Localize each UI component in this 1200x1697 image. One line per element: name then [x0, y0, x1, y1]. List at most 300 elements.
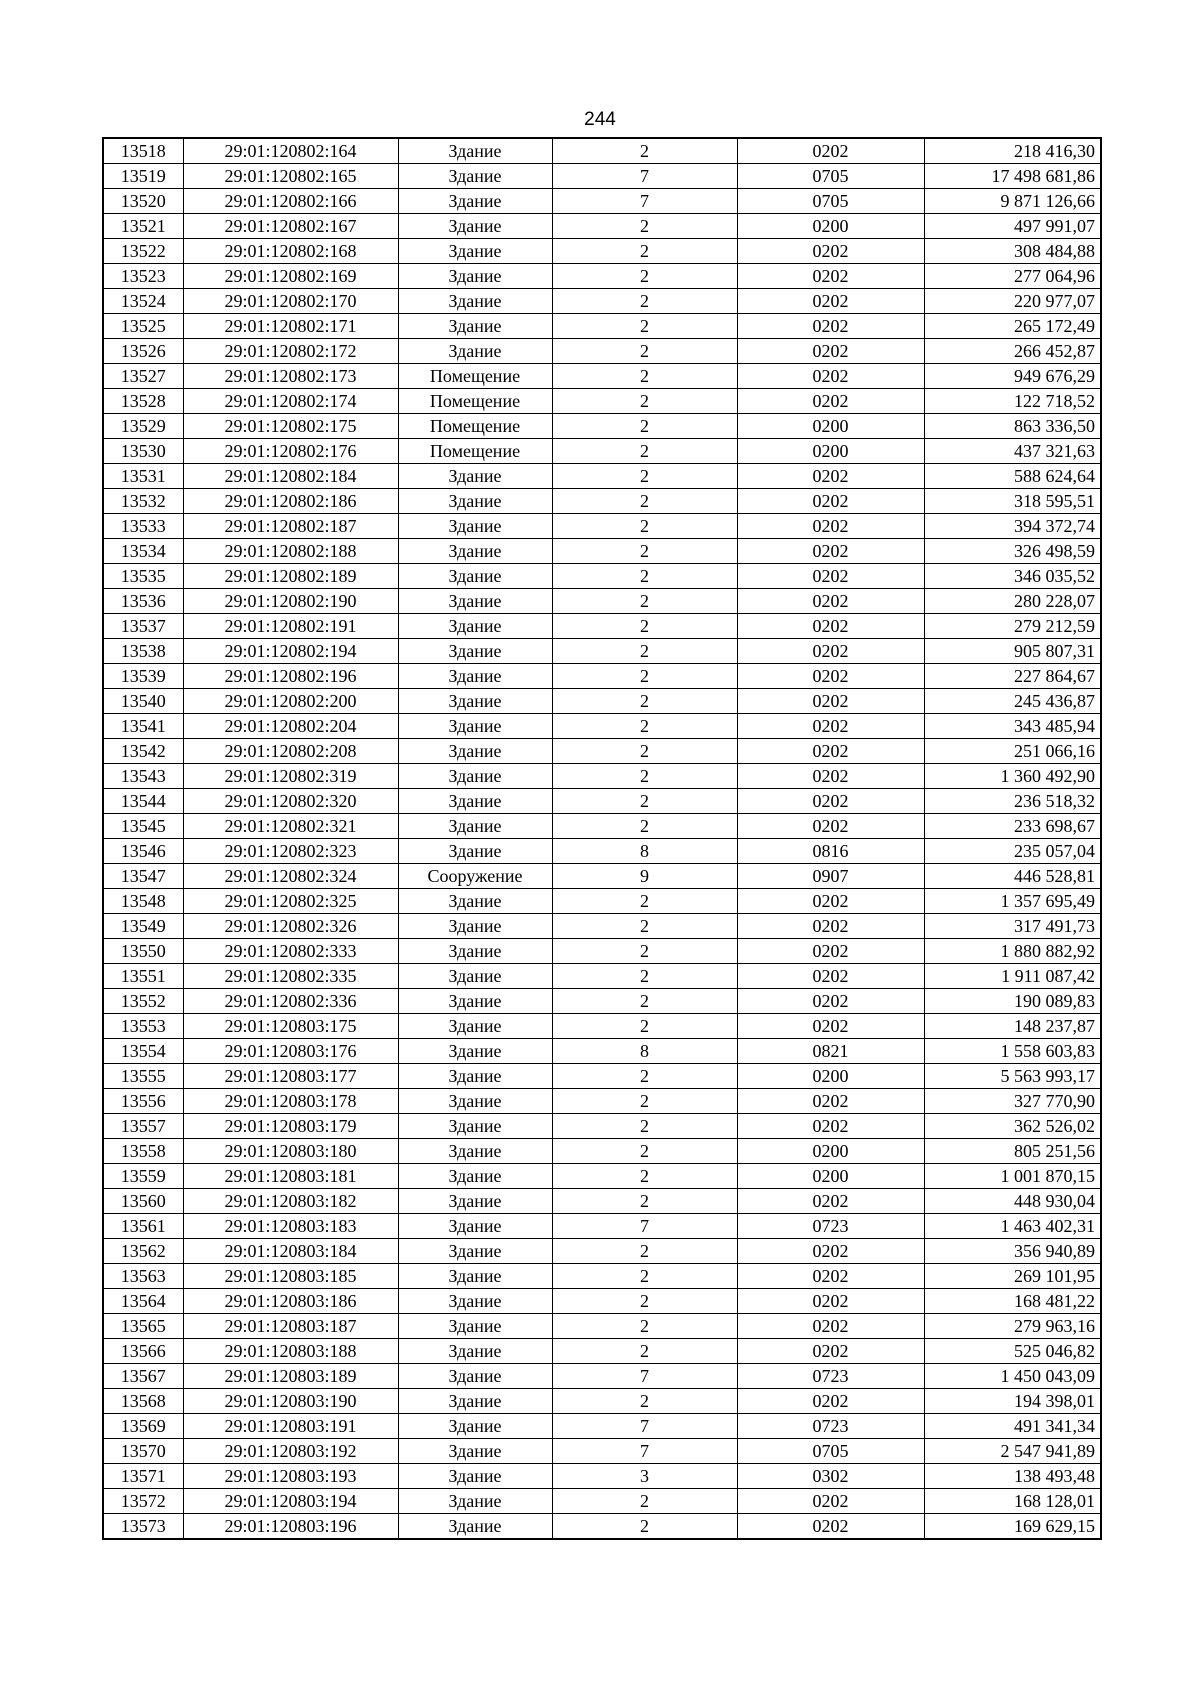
cadastral-number-cell: 29:01:120803:190 [183, 1389, 398, 1414]
code-cell: 0202 [737, 1239, 924, 1264]
group-cell: 2 [552, 1164, 737, 1189]
row-number-cell: 13521 [103, 214, 183, 239]
page-number: 244 [584, 109, 616, 130]
cadastral-number-cell: 29:01:120802:204 [183, 714, 398, 739]
table-row [103, 1114, 1101, 1139]
cadastral-value-cell: 279 212,59 [924, 614, 1101, 639]
row-number-cell: 13533 [103, 514, 183, 539]
group-cell: 2 [552, 1114, 737, 1139]
object-type-cell: Здание [398, 1364, 552, 1389]
object-type-cell: Помещение [398, 414, 552, 439]
cadastral-value-cell: 525 046,82 [924, 1339, 1101, 1364]
row-number-cell: 13554 [103, 1039, 183, 1064]
cadastral-number-cell: 29:01:120802:190 [183, 589, 398, 614]
cadastral-value-cell: 1 450 043,09 [924, 1364, 1101, 1389]
cadastral-number-cell: 29:01:120803:176 [183, 1039, 398, 1064]
group-cell: 7 [552, 1364, 737, 1389]
table-row [103, 264, 1101, 289]
code-cell: 0202 [737, 239, 924, 264]
object-type-cell: Здание [398, 914, 552, 939]
cadastral-number-cell: 29:01:120803:175 [183, 1014, 398, 1039]
cadastral-value-cell: 148 237,87 [924, 1014, 1101, 1039]
group-cell: 2 [552, 1489, 737, 1514]
table-row [103, 1039, 1101, 1064]
row-number-cell: 13537 [103, 614, 183, 639]
cadastral-number-cell: 29:01:120802:166 [183, 189, 398, 214]
group-cell: 2 [552, 914, 737, 939]
code-cell: 0202 [737, 764, 924, 789]
cadastral-value-cell: 277 064,96 [924, 264, 1101, 289]
row-number-cell: 13530 [103, 439, 183, 464]
object-type-cell: Здание [398, 639, 552, 664]
code-cell: 0202 [737, 689, 924, 714]
table-row [103, 614, 1101, 639]
code-cell: 0705 [737, 1439, 924, 1464]
code-cell: 0202 [737, 389, 924, 414]
code-cell: 0202 [737, 814, 924, 839]
group-cell: 7 [552, 1414, 737, 1439]
table-row [103, 589, 1101, 614]
object-type-cell: Здание [398, 264, 552, 289]
object-type-cell: Здание [398, 339, 552, 364]
code-cell: 0705 [737, 189, 924, 214]
cadastral-number-cell: 29:01:120803:180 [183, 1139, 398, 1164]
cadastral-value-cell: 318 595,51 [924, 489, 1101, 514]
table-row [103, 1414, 1101, 1439]
group-cell: 8 [552, 839, 737, 864]
code-cell: 0200 [737, 1139, 924, 1164]
cadastral-value-cell: 169 629,15 [924, 1514, 1101, 1540]
object-type-cell: Здание [398, 164, 552, 189]
object-type-cell: Помещение [398, 439, 552, 464]
row-number-cell: 13571 [103, 1464, 183, 1489]
row-number-cell: 13557 [103, 1114, 183, 1139]
cadastral-number-cell: 29:01:120802:323 [183, 839, 398, 864]
table-row [103, 414, 1101, 439]
cadastral-value-cell: 1 880 882,92 [924, 939, 1101, 964]
table-row [103, 1139, 1101, 1164]
row-number-cell: 13560 [103, 1189, 183, 1214]
row-number-cell: 13540 [103, 689, 183, 714]
code-cell: 0202 [737, 138, 924, 164]
cadastral-number-cell: 29:01:120802:170 [183, 289, 398, 314]
registry-table [102, 137, 1102, 1540]
group-cell: 2 [552, 1189, 737, 1214]
cadastral-value-cell: 194 398,01 [924, 1389, 1101, 1414]
table-row [103, 138, 1101, 164]
cadastral-value-cell: 1 357 695,49 [924, 889, 1101, 914]
cadastral-number-cell: 29:01:120802:325 [183, 889, 398, 914]
table-row [103, 1214, 1101, 1239]
table-row [103, 389, 1101, 414]
code-cell: 0200 [737, 439, 924, 464]
cadastral-value-cell: 138 493,48 [924, 1464, 1101, 1489]
cadastral-number-cell: 29:01:120803:179 [183, 1114, 398, 1139]
row-number-cell: 13539 [103, 664, 183, 689]
code-cell: 0816 [737, 839, 924, 864]
cadastral-value-cell: 236 518,32 [924, 789, 1101, 814]
row-number-cell: 13565 [103, 1314, 183, 1339]
object-type-cell: Здание [398, 764, 552, 789]
group-cell: 2 [552, 789, 737, 814]
code-cell: 0907 [737, 864, 924, 889]
group-cell: 2 [552, 239, 737, 264]
cadastral-value-cell: 245 436,87 [924, 689, 1101, 714]
table-row [103, 939, 1101, 964]
object-type-cell: Здание [398, 1289, 552, 1314]
row-number-cell: 13550 [103, 939, 183, 964]
code-cell: 0202 [737, 589, 924, 614]
table-row [103, 464, 1101, 489]
table-row [103, 714, 1101, 739]
cadastral-number-cell: 29:01:120803:183 [183, 1214, 398, 1239]
row-number-cell: 13524 [103, 289, 183, 314]
group-cell: 2 [552, 289, 737, 314]
object-type-cell: Здание [398, 214, 552, 239]
cadastral-number-cell: 29:01:120802:208 [183, 739, 398, 764]
table-row [103, 1239, 1101, 1264]
code-cell: 0202 [737, 1264, 924, 1289]
row-number-cell: 13542 [103, 739, 183, 764]
row-number-cell: 13545 [103, 814, 183, 839]
row-number-cell: 13535 [103, 564, 183, 589]
object-type-cell: Здание [398, 1314, 552, 1339]
group-cell: 8 [552, 1039, 737, 1064]
code-cell: 0202 [737, 264, 924, 289]
row-number-cell: 13520 [103, 189, 183, 214]
code-cell: 0202 [737, 739, 924, 764]
code-cell: 0200 [737, 414, 924, 439]
cadastral-number-cell: 29:01:120802:333 [183, 939, 398, 964]
row-number-cell: 13544 [103, 789, 183, 814]
code-cell: 0202 [737, 1089, 924, 1114]
cadastral-value-cell: 233 698,67 [924, 814, 1101, 839]
group-cell: 2 [552, 439, 737, 464]
cadastral-value-cell: 9 871 126,66 [924, 189, 1101, 214]
object-type-cell: Здание [398, 1239, 552, 1264]
object-type-cell: Здание [398, 1214, 552, 1239]
table-row [103, 1314, 1101, 1339]
object-type-cell: Здание [398, 714, 552, 739]
group-cell: 2 [552, 464, 737, 489]
group-cell: 2 [552, 539, 737, 564]
table-row [103, 1364, 1101, 1389]
group-cell: 2 [552, 414, 737, 439]
row-number-cell: 13547 [103, 864, 183, 889]
cadastral-value-cell: 308 484,88 [924, 239, 1101, 264]
row-number-cell: 13570 [103, 1439, 183, 1464]
row-number-cell: 13556 [103, 1089, 183, 1114]
object-type-cell: Здание [398, 1264, 552, 1289]
code-cell: 0202 [737, 989, 924, 1014]
code-cell: 0200 [737, 214, 924, 239]
table-row [103, 314, 1101, 339]
table-row [103, 664, 1101, 689]
table-row [103, 364, 1101, 389]
row-number-cell: 13525 [103, 314, 183, 339]
cadastral-number-cell: 29:01:120802:176 [183, 439, 398, 464]
object-type-cell: Помещение [398, 389, 552, 414]
object-type-cell: Здание [398, 964, 552, 989]
cadastral-number-cell: 29:01:120802:186 [183, 489, 398, 514]
table-row [103, 439, 1101, 464]
cadastral-value-cell: 5 563 993,17 [924, 1064, 1101, 1089]
cadastral-number-cell: 29:01:120802:187 [183, 514, 398, 539]
code-cell: 0202 [737, 1489, 924, 1514]
group-cell: 2 [552, 1339, 737, 1364]
cadastral-number-cell: 29:01:120802:172 [183, 339, 398, 364]
code-cell: 0202 [737, 289, 924, 314]
row-number-cell: 13526 [103, 339, 183, 364]
cadastral-value-cell: 394 372,74 [924, 514, 1101, 539]
table-row [103, 189, 1101, 214]
row-number-cell: 13528 [103, 389, 183, 414]
group-cell: 2 [552, 639, 737, 664]
table-row [103, 1064, 1101, 1089]
row-number-cell: 13518 [103, 138, 183, 164]
cadastral-number-cell: 29:01:120803:192 [183, 1439, 398, 1464]
cadastral-number-cell: 29:01:120802:174 [183, 389, 398, 414]
object-type-cell: Здание [398, 1464, 552, 1489]
cadastral-number-cell: 29:01:120803:191 [183, 1414, 398, 1439]
row-number-cell: 13519 [103, 164, 183, 189]
group-cell: 2 [552, 1139, 737, 1164]
row-number-cell: 13522 [103, 239, 183, 264]
object-type-cell: Здание [398, 539, 552, 564]
table-row [103, 564, 1101, 589]
table-row [103, 164, 1101, 189]
code-cell: 0202 [737, 664, 924, 689]
cadastral-value-cell: 1 001 870,15 [924, 1164, 1101, 1189]
object-type-cell: Здание [398, 314, 552, 339]
object-type-cell: Здание [398, 1514, 552, 1540]
group-cell: 2 [552, 814, 737, 839]
row-number-cell: 13531 [103, 464, 183, 489]
group-cell: 7 [552, 1214, 737, 1239]
group-cell: 2 [552, 1014, 737, 1039]
cadastral-number-cell: 29:01:120803:187 [183, 1314, 398, 1339]
cadastral-number-cell: 29:01:120802:191 [183, 614, 398, 639]
table-row [103, 689, 1101, 714]
cadastral-value-cell: 356 940,89 [924, 1239, 1101, 1264]
table-row [103, 1489, 1101, 1514]
object-type-cell: Здание [398, 889, 552, 914]
table-row [103, 1389, 1101, 1414]
cadastral-number-cell: 29:01:120803:185 [183, 1264, 398, 1289]
code-cell: 0202 [737, 789, 924, 814]
cadastral-number-cell: 29:01:120802:324 [183, 864, 398, 889]
object-type-cell: Здание [398, 138, 552, 164]
cadastral-value-cell: 168 128,01 [924, 1489, 1101, 1514]
cadastral-value-cell: 279 963,16 [924, 1314, 1101, 1339]
group-cell: 2 [552, 664, 737, 689]
row-number-cell: 13559 [103, 1164, 183, 1189]
object-type-cell: Здание [398, 289, 552, 314]
cadastral-value-cell: 326 498,59 [924, 539, 1101, 564]
table-row [103, 764, 1101, 789]
row-number-cell: 13523 [103, 264, 183, 289]
table-row [103, 339, 1101, 364]
group-cell: 2 [552, 364, 737, 389]
group-cell: 2 [552, 989, 737, 1014]
cadastral-value-cell: 343 485,94 [924, 714, 1101, 739]
cadastral-number-cell: 29:01:120803:193 [183, 1464, 398, 1489]
code-cell: 0202 [737, 314, 924, 339]
group-cell: 2 [552, 1089, 737, 1114]
table-row [103, 1439, 1101, 1464]
object-type-cell: Здание [398, 1164, 552, 1189]
code-cell: 0302 [737, 1464, 924, 1489]
object-type-cell: Здание [398, 664, 552, 689]
cadastral-value-cell: 218 416,30 [924, 138, 1101, 164]
cadastral-number-cell: 29:01:120803:182 [183, 1189, 398, 1214]
object-type-cell: Здание [398, 989, 552, 1014]
row-number-cell: 13548 [103, 889, 183, 914]
object-type-cell: Здание [398, 1439, 552, 1464]
cadastral-number-cell: 29:01:120802:171 [183, 314, 398, 339]
code-cell: 0202 [737, 1189, 924, 1214]
cadastral-number-cell: 29:01:120802:200 [183, 689, 398, 714]
object-type-cell: Помещение [398, 364, 552, 389]
code-cell: 0202 [737, 1339, 924, 1364]
code-cell: 0202 [737, 1314, 924, 1339]
table-row [103, 214, 1101, 239]
group-cell: 7 [552, 164, 737, 189]
cadastral-number-cell: 29:01:120802:321 [183, 814, 398, 839]
cadastral-value-cell: 190 089,83 [924, 989, 1101, 1014]
code-cell: 0202 [737, 1514, 924, 1540]
group-cell: 2 [552, 1289, 737, 1314]
cadastral-value-cell: 227 864,67 [924, 664, 1101, 689]
group-cell: 2 [552, 889, 737, 914]
group-cell: 2 [552, 214, 737, 239]
group-cell: 2 [552, 1389, 737, 1414]
row-number-cell: 13538 [103, 639, 183, 664]
cadastral-value-cell: 437 321,63 [924, 439, 1101, 464]
object-type-cell: Здание [398, 514, 552, 539]
object-type-cell: Здание [398, 564, 552, 589]
object-type-cell: Здание [398, 489, 552, 514]
cadastral-value-cell: 17 498 681,86 [924, 164, 1101, 189]
cadastral-value-cell: 251 066,16 [924, 739, 1101, 764]
table-row [103, 239, 1101, 264]
object-type-cell: Сооружение [398, 864, 552, 889]
cadastral-value-cell: 1 360 492,90 [924, 764, 1101, 789]
row-number-cell: 13558 [103, 1139, 183, 1164]
code-cell: 0202 [737, 539, 924, 564]
object-type-cell: Здание [398, 1189, 552, 1214]
object-type-cell: Здание [398, 739, 552, 764]
group-cell: 2 [552, 514, 737, 539]
code-cell: 0200 [737, 1064, 924, 1089]
cadastral-number-cell: 29:01:120802:175 [183, 414, 398, 439]
code-cell: 0202 [737, 364, 924, 389]
row-number-cell: 13569 [103, 1414, 183, 1439]
group-cell: 7 [552, 1439, 737, 1464]
row-number-cell: 13553 [103, 1014, 183, 1039]
object-type-cell: Здание [398, 1139, 552, 1164]
table-row [103, 864, 1101, 889]
code-cell: 0705 [737, 164, 924, 189]
group-cell: 2 [552, 689, 737, 714]
table-row [103, 514, 1101, 539]
table-row [103, 1264, 1101, 1289]
table-row [103, 539, 1101, 564]
group-cell: 2 [552, 714, 737, 739]
row-number-cell: 13566 [103, 1339, 183, 1364]
group-cell: 2 [552, 1239, 737, 1264]
cadastral-value-cell: 2 547 941,89 [924, 1439, 1101, 1464]
group-cell: 9 [552, 864, 737, 889]
code-cell: 0202 [737, 339, 924, 364]
cadastral-value-cell: 588 624,64 [924, 464, 1101, 489]
cadastral-number-cell: 29:01:120803:194 [183, 1489, 398, 1514]
row-number-cell: 13572 [103, 1489, 183, 1514]
table-row [103, 839, 1101, 864]
code-cell: 0723 [737, 1414, 924, 1439]
row-number-cell: 13568 [103, 1389, 183, 1414]
object-type-cell: Здание [398, 939, 552, 964]
cadastral-value-cell: 448 930,04 [924, 1189, 1101, 1214]
row-number-cell: 13561 [103, 1214, 183, 1239]
object-type-cell: Здание [398, 1014, 552, 1039]
code-cell: 0202 [737, 564, 924, 589]
cadastral-value-cell: 1 911 087,42 [924, 964, 1101, 989]
row-number-cell: 13573 [103, 1514, 183, 1540]
group-cell: 2 [552, 389, 737, 414]
cadastral-value-cell: 346 035,52 [924, 564, 1101, 589]
cadastral-number-cell: 29:01:120802:196 [183, 664, 398, 689]
row-number-cell: 13567 [103, 1364, 183, 1389]
row-number-cell: 13546 [103, 839, 183, 864]
object-type-cell: Здание [398, 589, 552, 614]
table-row [103, 639, 1101, 664]
object-type-cell: Здание [398, 789, 552, 814]
table-row [103, 289, 1101, 314]
object-type-cell: Здание [398, 1339, 552, 1364]
cadastral-value-cell: 220 977,07 [924, 289, 1101, 314]
code-cell: 0202 [737, 1389, 924, 1414]
cadastral-number-cell: 29:01:120802:165 [183, 164, 398, 189]
group-cell: 2 [552, 764, 737, 789]
cadastral-number-cell: 29:01:120802:184 [183, 464, 398, 489]
group-cell: 2 [552, 339, 737, 364]
cadastral-value-cell: 1 558 603,83 [924, 1039, 1101, 1064]
code-cell: 0202 [737, 614, 924, 639]
cadastral-value-cell: 168 481,22 [924, 1289, 1101, 1314]
row-number-cell: 13549 [103, 914, 183, 939]
cadastral-number-cell: 29:01:120802:168 [183, 239, 398, 264]
cadastral-number-cell: 29:01:120803:186 [183, 1289, 398, 1314]
row-number-cell: 13562 [103, 1239, 183, 1264]
object-type-cell: Здание [398, 1414, 552, 1439]
code-cell: 0821 [737, 1039, 924, 1064]
row-number-cell: 13564 [103, 1289, 183, 1314]
row-number-cell: 13541 [103, 714, 183, 739]
group-cell: 2 [552, 264, 737, 289]
code-cell: 0202 [737, 1114, 924, 1139]
code-cell: 0202 [737, 939, 924, 964]
object-type-cell: Здание [398, 1389, 552, 1414]
cadastral-number-cell: 29:01:120802:319 [183, 764, 398, 789]
object-type-cell: Здание [398, 839, 552, 864]
table-row [103, 989, 1101, 1014]
code-cell: 0202 [737, 914, 924, 939]
cadastral-value-cell: 446 528,81 [924, 864, 1101, 889]
row-number-cell: 13529 [103, 414, 183, 439]
code-cell: 0723 [737, 1364, 924, 1389]
code-cell: 0202 [737, 639, 924, 664]
